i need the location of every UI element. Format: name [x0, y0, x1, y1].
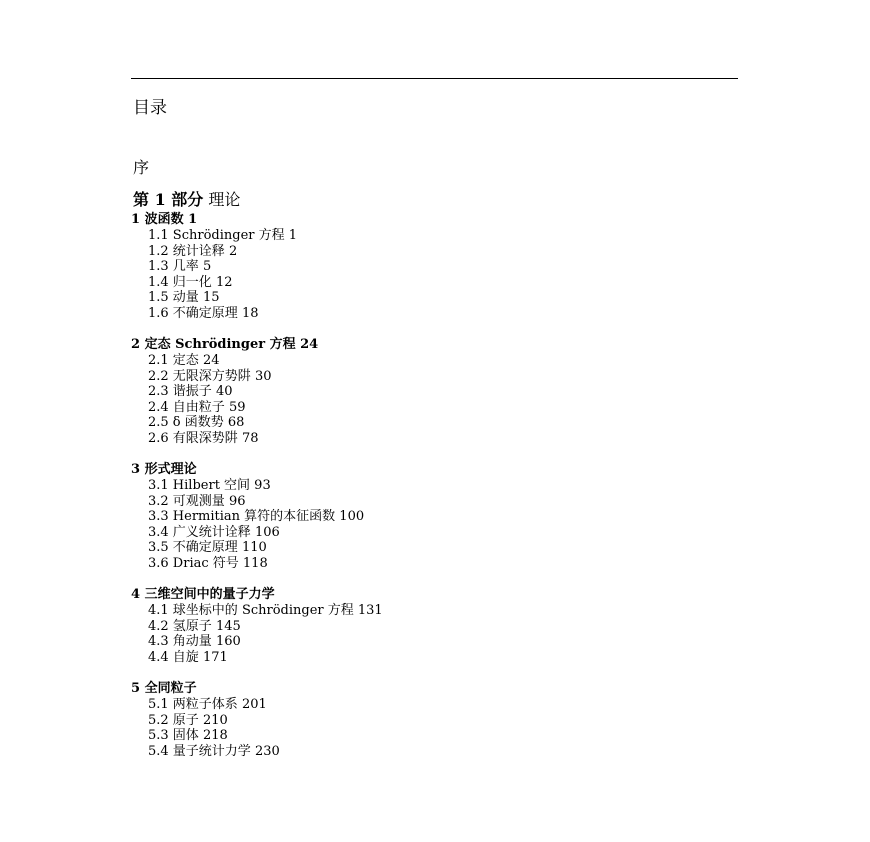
part-heading [133, 187, 240, 210]
chapter-heading: 1 波函数 1 [131, 212, 198, 227]
section-item: 1.1 Schrödinger 方程 1 [148, 228, 298, 243]
section-item: 3.1 Hilbert 空间 93 [148, 478, 271, 493]
top-rule [131, 78, 738, 79]
section-item: 4.3 角动量 160 [148, 634, 241, 650]
part-label: 第 1 部分 [133, 190, 204, 209]
section-item: 1.5 动量 15 [148, 290, 220, 306]
chapter-heading: 3 形式理论 [131, 462, 197, 477]
chapter-5 [131, 680, 280, 759]
chapter-heading: 2 定态 Schrödinger 方程 24 [131, 337, 319, 352]
preface-entry: 序 [133, 158, 150, 177]
chapter-1 [131, 211, 297, 322]
section-item: 2.3 谐振子 40 [148, 384, 233, 400]
section-list [131, 603, 383, 665]
section-item: 2.6 有限深势阱 78 [148, 430, 259, 446]
section-item: 2.2 无限深方势阱 30 [148, 368, 272, 384]
section-item: 5.1 两粒子体系 201 [148, 697, 267, 712]
section-item: 5.4 量子统计力学 230 [148, 743, 280, 759]
section-list [131, 228, 297, 322]
section-item: 1.4 归一化 12 [148, 274, 233, 290]
chapter-3 [131, 461, 364, 572]
chapter-4 [131, 586, 383, 665]
toc-title: 目录 [133, 98, 167, 118]
chapter-heading: 5 全同粒子 [131, 681, 197, 696]
section-item: 1.2 统计诠释 2 [148, 243, 238, 259]
section-item: 4.1 球坐标中的 Schrödinger 方程 131 [148, 603, 383, 618]
section-item: 2.4 自由粒子 59 [148, 399, 246, 415]
section-item: 5.3 固体 218 [148, 728, 228, 744]
section-item: 3.4 广义统计诠释 106 [148, 524, 280, 540]
section-list [131, 478, 364, 572]
section-item: 5.2 原子 210 [148, 712, 228, 728]
section-item: 3.6 Driac 符号 118 [148, 555, 268, 571]
section-item: 3.5 不确定原理 110 [148, 540, 267, 556]
section-list [131, 697, 280, 759]
section-item: 1.3 几率 5 [148, 259, 212, 275]
section-item: 3.3 Hermitian 算符的本征函数 100 [148, 509, 365, 525]
chapter-2 [131, 336, 318, 447]
part-title: 理论 [208, 190, 241, 209]
section-item: 3.2 可观测量 96 [148, 493, 246, 509]
section-item: 4.4 自旋 171 [148, 649, 228, 665]
section-item: 2.5 δ 函数势 68 [148, 415, 245, 431]
section-item: 1.6 不确定原理 18 [148, 305, 259, 321]
section-list [131, 353, 318, 447]
chapter-heading: 4 三维空间中的量子力学 [131, 587, 275, 602]
section-item: 4.2 氢原子 145 [148, 618, 241, 634]
section-item: 2.1 定态 24 [148, 353, 220, 368]
